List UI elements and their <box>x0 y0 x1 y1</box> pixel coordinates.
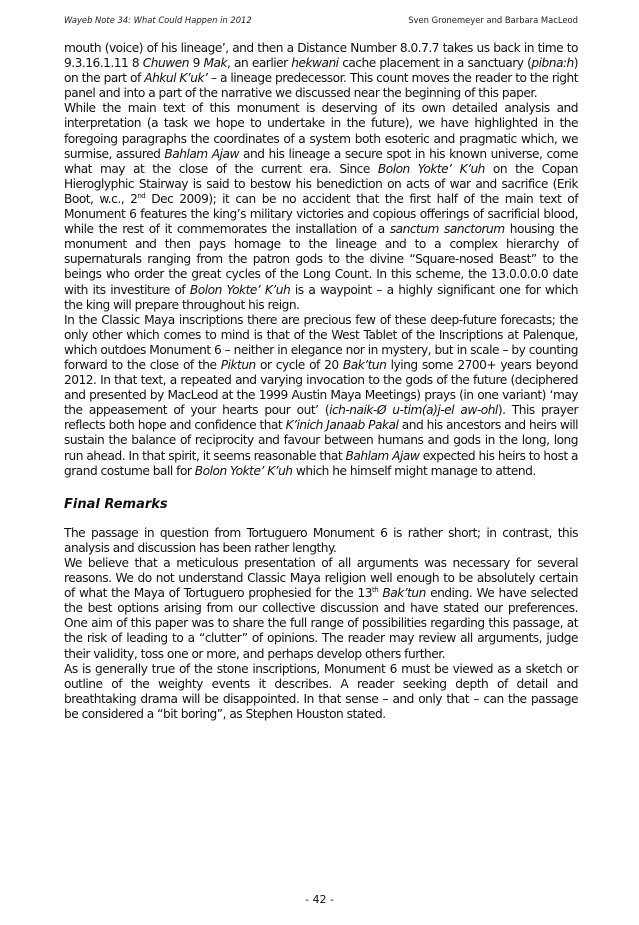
header-authors: Sven Gronemeyer and Barbara MacLeod <box>408 15 578 25</box>
paragraph-2: While the main text of this monument is deserving of its own detailed analysis and interpretation (a task we hope to undertake in the future), we have highlighted in the foregoing paragraphs the coordinates of a system both esoteric and pragmatic which, we surmise, assured Bahlam Ajaw and his lineage a secure spot in his known universe, come what may at the close of the current era. Since Bolon Yokte’ K’uh on the Copan Hieroglyphic Stairway is said to bestow his benediction on acts of war and sacrifice (Erik Boot, w.c., 2nd Dec 2009); it can be no accident that the first half of the main text of Monument 6 features the king’s military victories and copious offerings of sacrificial blood, while the rest of it commemorates the installation of a sanctum sanctorum housing the monument and then pays homage to the lineage and to a complex hierarchy of supernaturals ranging from the patron gods to the divine “Square-nosed Beast” to the beings who order the great cycles of the Long Count. In this scheme, the 13.0.0.0.0 date with its investiture of Bolon Yokte’ K’uh is a waypoint – a highly significant one for which the king will prepare throughout his reign. <box>64 101 579 312</box>
paragraph-5: We believe that a meticulous presentation of all arguments was necessary for several reasons. We do not understand Classic Maya religion well enough to be absolutely certain of what the Maya of Tortuguero prophesied for the 13th Bak’tun ending. We have selected the best options arising from our collective discussion and have stated our preferences. One aim of this paper was to share the full range of possibilities regarding this passage, at the risk of leading to a “clutter” of opinions. The reader may review all arguments, judge their validity, toss one or more, and perhaps develop others further. <box>64 556 579 661</box>
section-heading: Final Remarks <box>64 496 168 512</box>
paragraph-4: The passage in question from Tortuguero Monument 6 is rather short; in contrast, this analysis and discussion has been rather lengthy. <box>64 525 578 555</box>
paragraph-3: In the Classic Maya inscriptions there are precious few of these deep-future forecasts; the only other which comes to mind is that of the West Tablet of the Inscriptions at Palenque, which outdoes Monument 6 – neither in elegance nor in mystery, but in scale – by counting forward to the close of the Piktun or cycle of 20 Bak’tun lying some 2700+ years beyond 2012. In that text, a repeated and varying invocation to the gods of the future (deciphered and presented by MacLeod at the 1999 Austin Maya Meetings) prays (in one variant) ‘may the appeasement of your hearts pour out’ (ich-naik-Ø u-tim(a)j-el aw-ohl). This prayer reflects both hope and confidence that K’inich Janaab Pakal and his ancestors and heirs will sustain the balance of reciprocity and favour between humans and gods in the long, long run ahead. In that spirit, it seems reasonable that Bahlam Ajaw expected his heirs to host a grand costume ball for Bolon Yokte’ K’uh which he himself might manage to attend. <box>64 312 578 478</box>
header-title: Wayeb Note 34: What Could Happen in 2012 <box>64 15 252 25</box>
body-text <box>64 41 578 722</box>
paragraph-1: mouth (voice) of his lineage’, and then a Distance Number 8.0.7.7 takes us back in time to 9.3.16.1.11 8 Chuwen 9 Mak, an earlier hekwani cache placement in a sanctuary (pibna:h) on the part of Ahkul K’uk’ – a lineage predecessor. This count moves the reader to the right panel and into a part of the narrative we discussed near the beginning of this paper. <box>64 41 579 101</box>
paragraph-6: As is generally true of the stone inscriptions, Monument 6 must be viewed as a sketch or outline of the weighty events it describes. A reader seeking depth of detail and breathtaking drama will be disappointed. In that sense – and only that – can the passage be considered a “bit boring”, as Stephen Houston stated. <box>64 661 578 721</box>
page-number: - 42 - <box>305 893 334 906</box>
